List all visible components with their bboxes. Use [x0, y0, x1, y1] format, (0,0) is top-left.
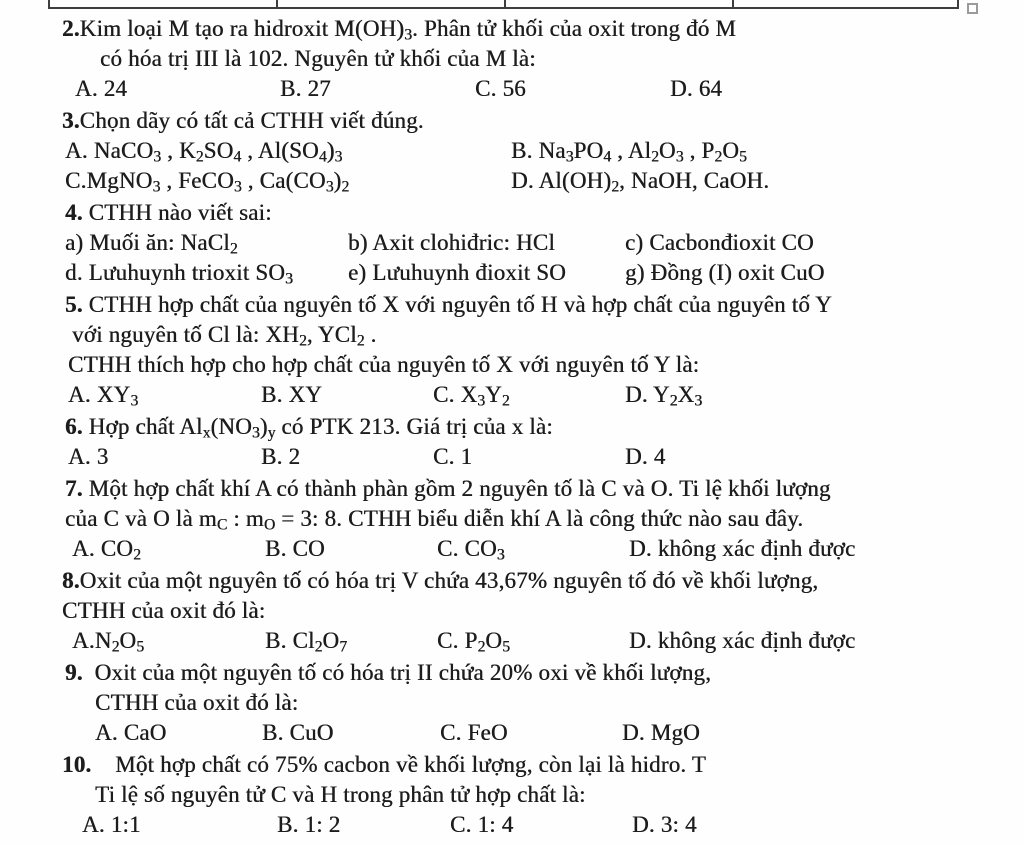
- q2-text-1: Kim loại M tạo ra hidroxit $M(OH)_3$. Phân tử khối của oxit trong đó M: [79, 16, 736, 44]
- question-10: [62, 750, 1018, 840]
- q4-number: 4.: [65, 200, 83, 225]
- q7-line-1: [65, 474, 1018, 504]
- q3-option-a: A. NaCO$_3$ , $K_2SO_4$ , $Al(SO_4)_3$: [65, 138, 343, 166]
- question-4: [62, 198, 1018, 288]
- q4-option-g: g) Đồng (I) oxit CuO: [625, 260, 825, 285]
- q9-line-2: CTHH của oxit đó là:: [95, 690, 299, 715]
- q7-line-2: của C và O là $m_C$ : $m_O = 3$: 8. CTHH biểu diễn khí A là công thức nào sau đây.: [65, 506, 804, 534]
- q10-text-1: Một hợp chất có 75% cacbon về khối lượng, còn lại là hidro. T: [91, 752, 707, 777]
- q10-option-c: C. 1: 4: [450, 812, 514, 837]
- q9-options: [95, 718, 1018, 748]
- table-border-line: [48, 7, 959, 9]
- q9-option-b: B. CuO: [262, 720, 334, 745]
- q3-option-b: B. $Na_3PO_4$ , $Al_2O_3$ , $P_2O_5$: [511, 138, 747, 166]
- q7-option-c: C. $CO_3$: [437, 536, 505, 564]
- q5-line-1: [65, 290, 1018, 320]
- q5-options: [68, 380, 1018, 410]
- q4-options-row-2: [65, 258, 1018, 288]
- q8-option-b: B. $Cl_2O_7$: [265, 628, 348, 656]
- q6-option-d: D. 4: [625, 444, 666, 469]
- q10-option-a: A. 1:1: [82, 812, 141, 837]
- question-9: [62, 658, 1018, 748]
- q5-number: 5.: [65, 292, 83, 317]
- q9-option-a: A. CaO: [95, 720, 167, 745]
- q4-options-row-1: [65, 228, 1018, 258]
- question-3: [62, 106, 1018, 196]
- q3-option-c: C.MgNO$_3$ , FeCO$_3$ , $Ca(CO_3)_2$: [65, 168, 350, 196]
- q7-options: [72, 534, 1018, 564]
- q9-number: 9.: [65, 660, 83, 685]
- q2-line-2: có hóa trị III là 102. Nguyên tử khối của M là:: [100, 46, 536, 71]
- q6-option-a: A. 3: [68, 444, 109, 469]
- question-2: [62, 14, 1018, 104]
- q7-option-a: A. $CO_2$: [72, 536, 141, 564]
- question-8: [62, 566, 1018, 656]
- q10-option-b: B. 1: 2: [277, 812, 341, 837]
- q2-option-a: A. 24: [75, 76, 128, 101]
- q4-option-b: b) Axit clohiđric: HCl: [348, 230, 555, 255]
- q4-line-1: [65, 198, 1018, 228]
- q2-number: 2.: [62, 16, 80, 41]
- q8-line-1: [62, 566, 1018, 596]
- q2-option-c: C. 56: [475, 76, 526, 101]
- q6-line-1: [65, 412, 1018, 442]
- q5-option-d: D. $Y_2X_3$: [625, 382, 703, 410]
- table-resize-handle-icon: [967, 3, 978, 14]
- question-6: [62, 412, 1018, 472]
- q4-text-1: CTHH nào viết sai:: [82, 200, 272, 225]
- q6-option-c: C. 1: [433, 444, 473, 469]
- q7-option-b: B. CO: [265, 536, 325, 561]
- q7-text-1: Một hợp chất khí A có thành phàn gồm 2 nguyên tố là C và O. Ti lệ khối lượng: [82, 476, 831, 501]
- q9-text-1: Oxit của một nguyên tố có hóa trị II chứa 20% oxi về khối lượng,: [82, 660, 712, 685]
- q8-option-a: $A.N_2O_5$: [72, 628, 145, 656]
- q2-option-b: B. 27: [280, 76, 331, 101]
- q3-number: 3.: [62, 108, 80, 133]
- q7-option-d: D. không xác định được: [629, 536, 856, 561]
- q6-options: [68, 442, 1018, 472]
- q3-option-d: D. $Al(OH)_2$, NaOH, CaOH.: [511, 168, 770, 196]
- q9-option-c: C. FeO: [440, 720, 508, 745]
- q10-line-2: Ti lệ số nguyên tử C và H trong phân tử hợp chất là:: [95, 782, 586, 807]
- q5-line-2: với nguyên tố Cl là: $XH_2$, YCl$_2$ .: [72, 322, 377, 350]
- q8-option-d: D. không xác định được: [629, 628, 856, 653]
- question-list: [62, 14, 1018, 840]
- q2-option-d: D. 64: [670, 76, 723, 101]
- q5-option-a: A. $XY_3$: [68, 382, 139, 410]
- q3-options-row-1: [65, 136, 1018, 166]
- q6-text-1: Hợp chất $Al_x(NO_3)_y$ có PTK 213. Giá trị của x là:: [82, 414, 553, 442]
- q5-option-b: B. XY: [261, 382, 323, 407]
- q10-number: 10.: [62, 752, 92, 777]
- q8-line-2: CTHH của oxit đó là:: [62, 598, 266, 623]
- q10-options: [82, 810, 1018, 840]
- q8-option-c: C. $P_2O_5$: [437, 628, 510, 656]
- q3-options-row-2: [65, 166, 1018, 196]
- q4-option-c: c) Cacbonđioxit CO: [625, 230, 814, 255]
- question-7: [62, 474, 1018, 564]
- q8-options: [72, 626, 1018, 656]
- q2-options: [75, 74, 1018, 104]
- q4-option-a: a) Muối ăn: NaCl$_2$: [65, 230, 238, 258]
- q10-option-d: D. 3: 4: [632, 812, 697, 837]
- q8-text-1: Oxit của một nguyên tố có hóa trị V chứa 43,67% nguyên tố đó về khối lượng,: [79, 568, 819, 593]
- q8-number: 8.: [62, 568, 80, 593]
- q6-number: 6.: [65, 414, 83, 439]
- question-5: [62, 290, 1018, 410]
- q5-option-c: C. $X_3Y_2$: [433, 382, 510, 410]
- q10-line-1: [62, 750, 1018, 780]
- q5-text-1: CTHH hợp chất của nguyên tố X với nguyên tố H và hợp chất của nguyên tố Y: [82, 292, 832, 317]
- q9-line-1: [65, 658, 1018, 688]
- q4-option-e: e) Lưuhuynh đioxit SO: [348, 260, 566, 285]
- q6-option-b: B. 2: [261, 444, 301, 469]
- q7-number: 7.: [65, 476, 83, 501]
- q3-text-1: Chọn dãy có tất cả CTHH viết đúng.: [79, 108, 424, 133]
- q5-line-3: CTHH thích hợp cho hợp chất của nguyên tố X với nguyên tố Y là:: [68, 352, 700, 377]
- q9-option-d: D. MgO: [622, 720, 700, 745]
- q4-option-d: d. Lưuhuynh trioxit $SO_3$: [65, 260, 293, 288]
- q3-line-1: [62, 106, 1018, 136]
- q2-line-1: [62, 14, 1018, 44]
